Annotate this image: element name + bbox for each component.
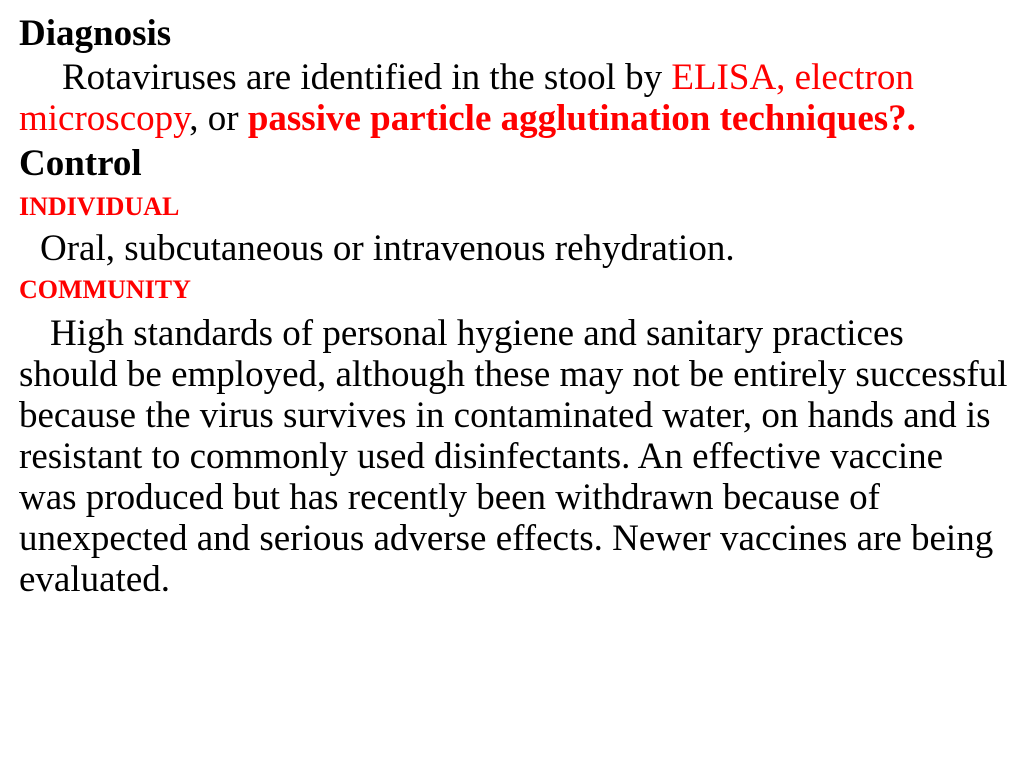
diagnosis-heading: Diagnosis <box>19 13 172 54</box>
diagnosis-text-intro: Rotaviruses are identified in the stool by <box>62 57 672 98</box>
individual-subheading: INDIVIDUAL <box>19 192 180 221</box>
diagnosis-text-or: , or <box>189 98 248 139</box>
elisa-term: ELISA, <box>671 57 786 98</box>
control-heading: Control <box>19 143 142 184</box>
individual-paragraph: Oral, subcutaneous or intravenous rehydration. <box>40 228 735 269</box>
electron-microscopy-term: electron microscopy <box>19 57 914 139</box>
community-paragraph: High standards of personal hygiene and sanitary practices should be employed, although these may not be entirely successful because the virus survives in contaminated water, on hands and is resistant to commonly used disinfectants. An effective vaccine was produced but has recently been withdrawn because of unexpected and serious adverse effects. Newer vaccines are being evaluated. <box>19 313 1008 600</box>
diagnosis-paragraph <box>19 57 1009 139</box>
diagnosis-space <box>785 57 794 98</box>
passive-agglutination-term: passive particle agglutination techniques?. <box>247 98 916 139</box>
community-subheading: COMMUNITY <box>19 275 191 304</box>
slide-content <box>19 12 1009 600</box>
